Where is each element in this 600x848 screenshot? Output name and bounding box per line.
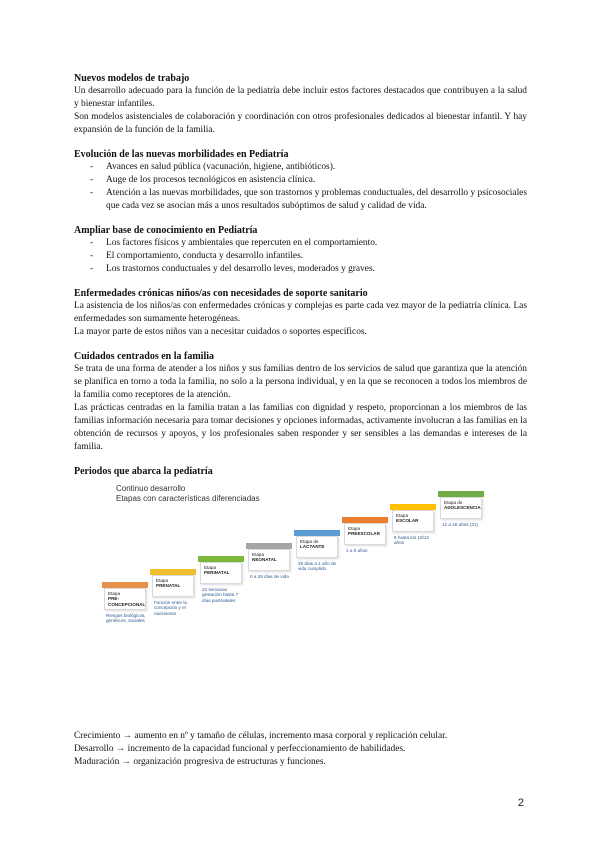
stage-card (104, 588, 146, 610)
diagram-title: Continuo desarrollo Etapas con características diferenciadas (116, 484, 260, 503)
stage-prefix: Etapa de (444, 500, 463, 505)
stage-name: PRE-CONCEPCIONAL (108, 596, 146, 607)
stage-name: NEONATAL (252, 557, 277, 563)
list-item: - Auge de los procesos tecnológicos en asistencia clínica. (90, 175, 316, 185)
definition-crecimiento: Crecimiento → aumento en nº y tamaño de células, incremento masa corporal y replicación celular. (74, 731, 448, 741)
paragraph: La asistencia de los niños/as con enfermedades crónicas y complejas es parte cada vez mayor de la pediatría clínica. Las enfermedades son sumamente heterogéneas. (74, 301, 527, 324)
heading-nuevos-modelos: Nuevos modelos de trabajo (74, 73, 190, 84)
stage-card (392, 510, 434, 532)
definition-desarrollo: Desarrollo → incremento de la capacidad funcional y perfeccionamiento de habilidades. (74, 744, 406, 754)
list-item: - Los trastornos conductuales y del desarrollo leves, moderados y graves. (90, 264, 375, 274)
stage-card (248, 549, 290, 571)
stage-name: LACTANTE (300, 544, 325, 550)
stage-description: Riesgos biológicos, genéticos, sociales (106, 613, 146, 624)
stage-name: PERINATAL (204, 570, 230, 576)
paragraph: Las prácticas centradas en la familia tratan a las familias con dignidad y respeto, proporcionan a los miembros de las familias información necesaria para tomar decisiones y opciones informadas, activamente involucran a las familias en la obtención de recursos y apoyos, y los profesionales saben responder y ser sensibles a las demandas e intereses de la familia. (74, 403, 527, 452)
stage-card (296, 536, 338, 558)
stage-name: ESCOLAR (396, 518, 419, 524)
list-item: - Atención a las nuevas morbilidades, que son trastornos y problemas conductuales, del desarrollo y psicosociales que cada vez se asocian más a unos resultados subóptimos de salud y calidad de vida. (90, 188, 527, 211)
heading-cuidados-familia: Cuidados centrados en la familia (74, 351, 215, 362)
paragraph: Un desarrollo adecuado para la función de la pediatría debe incluir estos factores destacados que contribuyen a la salud y bienestar infantiles. (74, 86, 527, 109)
stage-card (200, 562, 242, 584)
stage-prefix: Etapa (252, 552, 265, 557)
stage-prefix: Etapa (348, 526, 361, 531)
definition-maduracion: Maduración → organización progresiva de estructuras y funciones. (74, 757, 326, 767)
stage-description: 0 a 28 días de vida (250, 574, 289, 579)
heading-periodos-pediatria: Periodos que abarca la pediatría (74, 466, 213, 477)
stage-prefix: Etapa (108, 591, 121, 596)
stage-description: 6 hasta los 10/12 años (394, 535, 429, 546)
definitions (74, 730, 534, 769)
stage-description: 12 a 18 años (21) (442, 522, 479, 527)
stage-card (440, 497, 482, 519)
stage-prefix: Etapa (396, 513, 409, 518)
page-content (74, 72, 527, 654)
stage-description: 29 días a 1 año de vida cumplido (298, 561, 337, 572)
stage-prefix: Etapa de (300, 539, 319, 544)
heading-ampliar-base: Ampliar base de conocimiento en Pediatría (74, 225, 258, 236)
list-item: - El comportamiento, conducta y desarrollo infantiles. (90, 251, 304, 261)
stage-name: PREESCOLAR (348, 531, 380, 537)
list-item: - Los factores físicos y ambientales que repercuten en el comportamiento. (90, 238, 378, 248)
list-conocimiento (74, 237, 527, 276)
stage-description: 1 a 5 años (346, 548, 368, 553)
stage-card (344, 523, 386, 545)
list-item: - Avances en salud pública (vacunación, higiene, antibióticos). (90, 162, 336, 172)
paragraph: Se trata de una forma de atender a los niños y sus familias dentro de los servicios de salud que garantiza que la atención se planifica en torno a toda la familia, no solo a la persona individual, y en la que se reconocen a todos los miembros de la familia como receptores de la atención. (74, 364, 527, 400)
heading-enfermedades-cronicas: Enfermedades crónicas niños/as con necesidades de soporte sanitario (74, 288, 368, 299)
stage-name: ADOLESCENCIA (444, 505, 481, 511)
stage-description: 22 semanas gestación hasta 7 días postnatales (202, 587, 239, 603)
stage-name: PRENATAL (156, 583, 181, 589)
stage-prefix: Etapa (204, 565, 217, 570)
stage-prefix: Etapa (156, 578, 169, 583)
paragraph: La mayor parte de estos niños van a necesitar cuidados o soportes específicos. (74, 327, 367, 337)
stage-card (152, 575, 194, 597)
paragraph: Son modelos asistenciales de colaboración y coordinación con otros profesionales dedicados al bienestar infantil. Y hay expansión de la función de la familia. (74, 112, 527, 135)
heading-nuevas-morbilidades: Evolución de las nuevas morbilidades en Pediatría (74, 149, 289, 160)
stage-description: Función entre la concepción y el nacimiento (154, 600, 187, 616)
stages-diagram (74, 484, 504, 654)
list-morbilidades (74, 161, 527, 213)
page-number: 2 (517, 797, 524, 809)
